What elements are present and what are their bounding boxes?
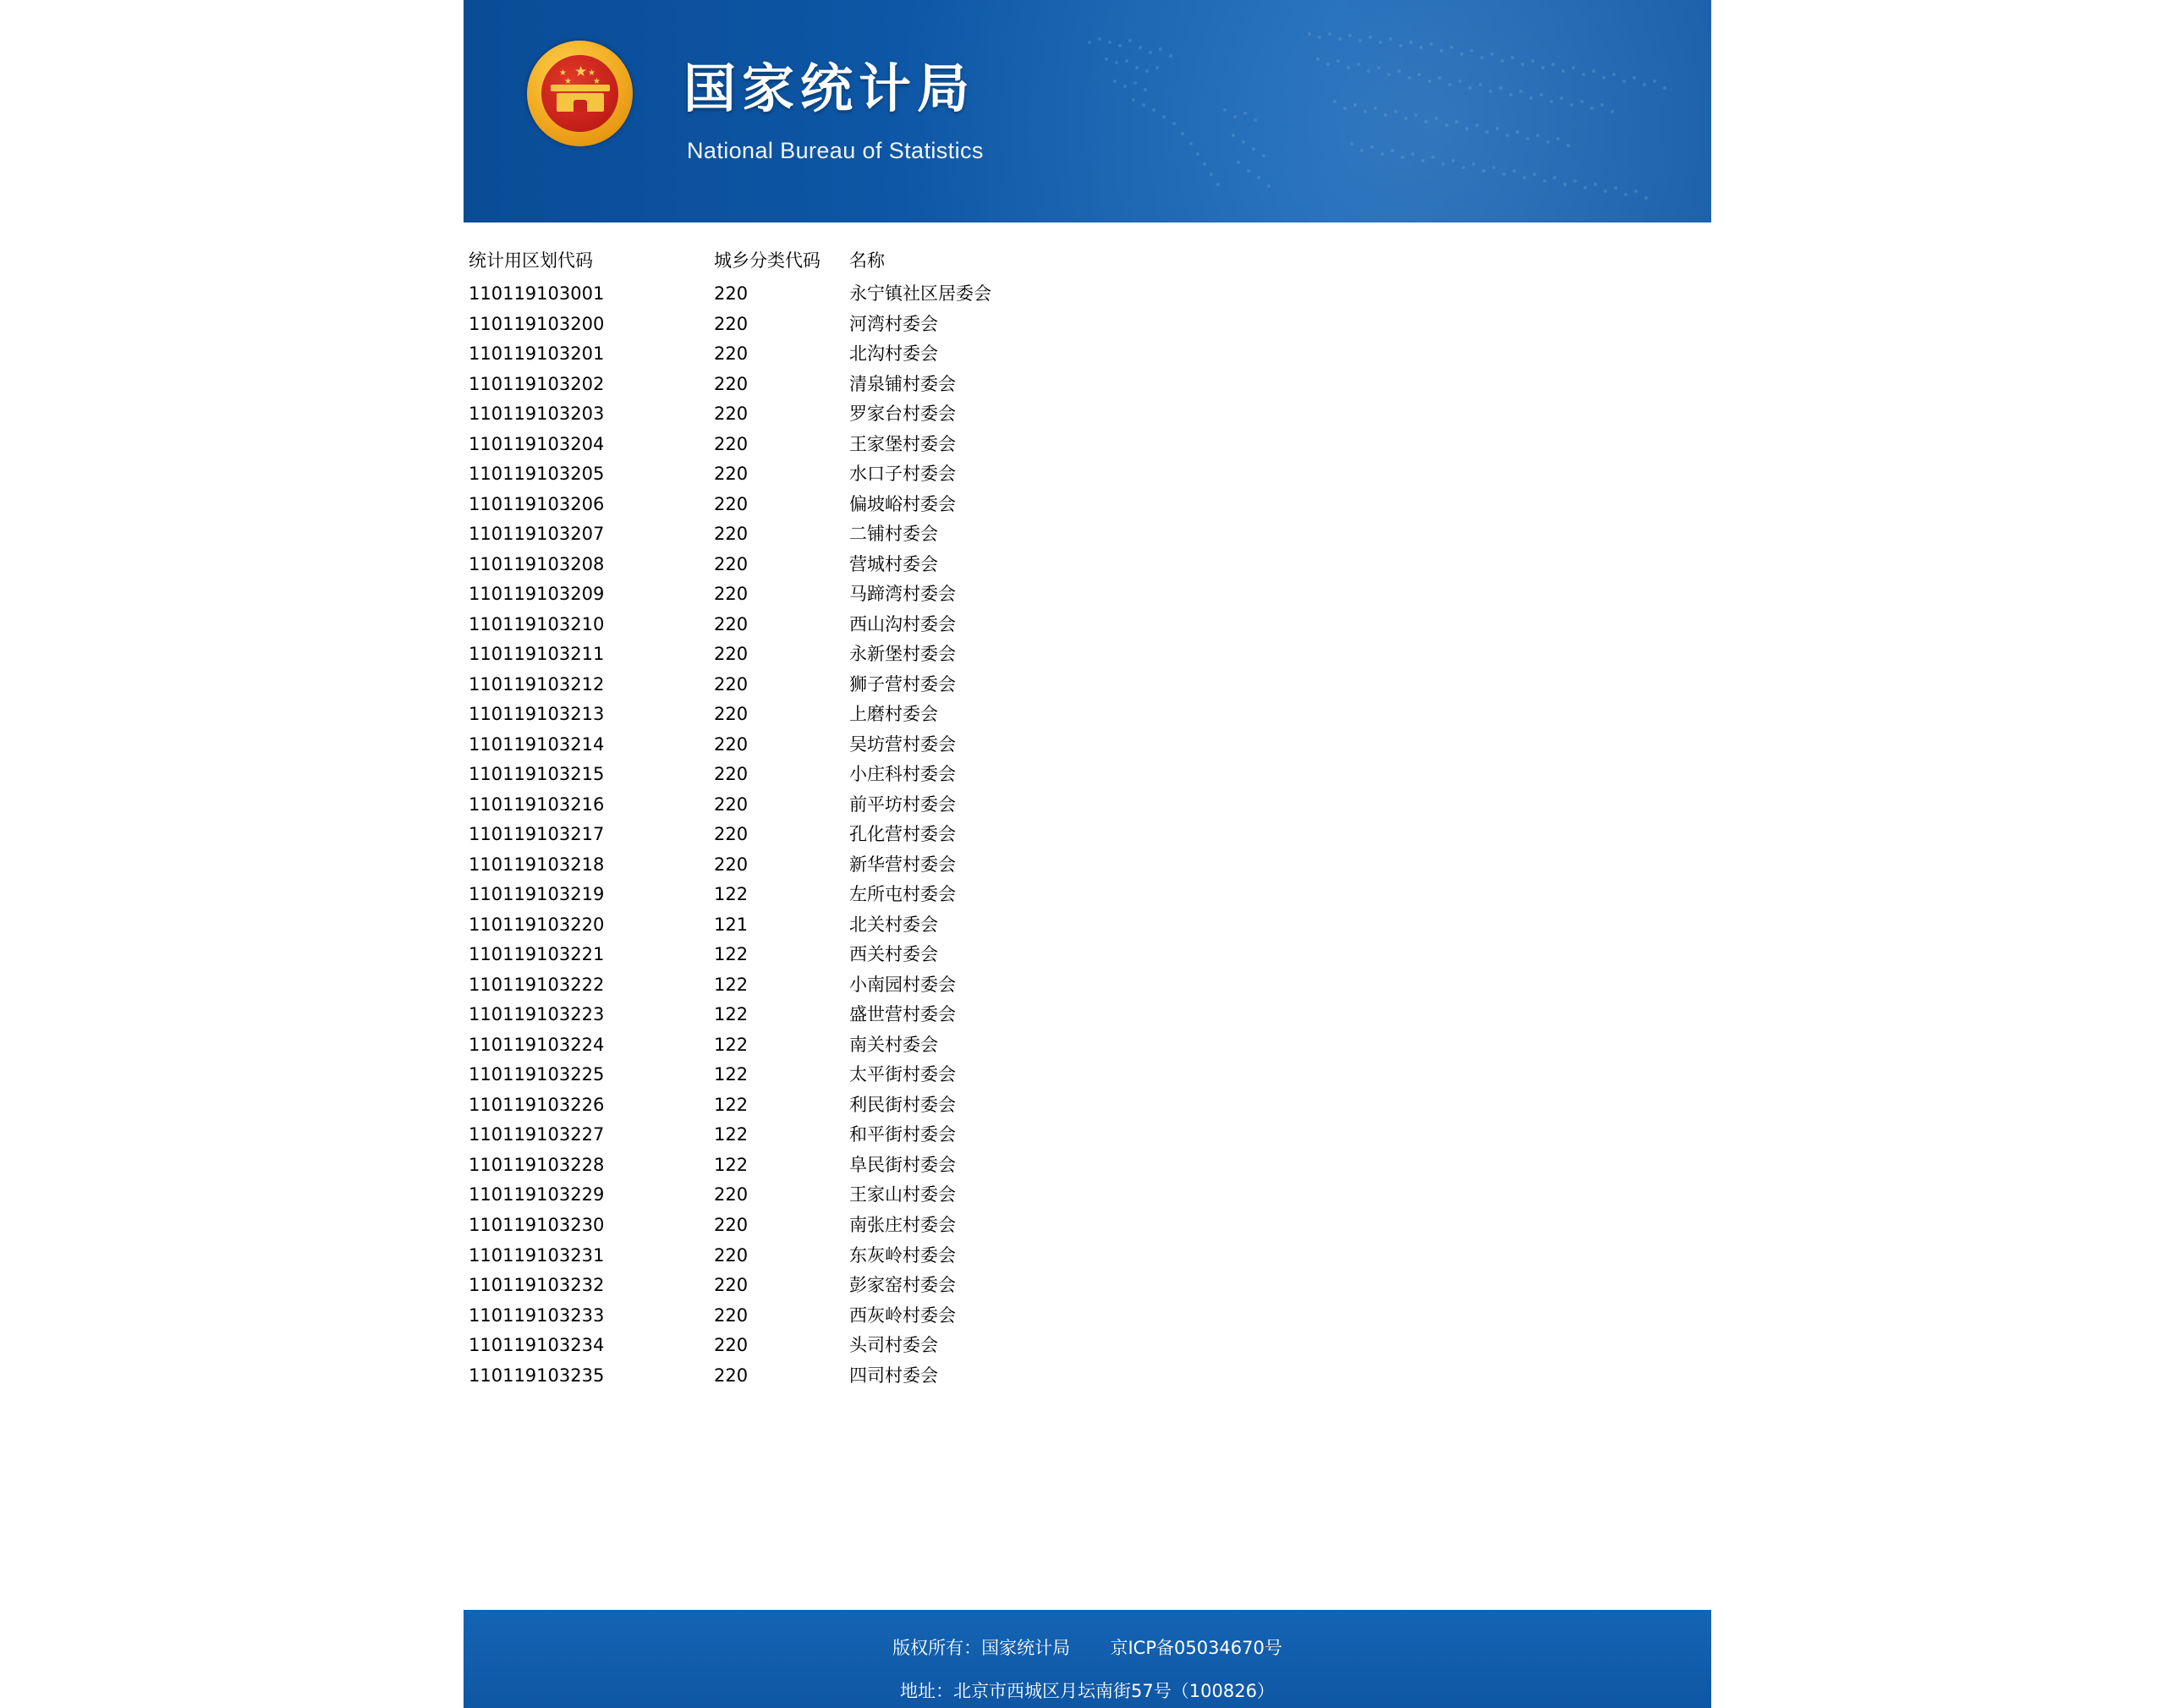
cell-urban-rural-code: 220 xyxy=(714,283,749,304)
cell-name: 永新堡村委会 xyxy=(849,644,956,665)
cell-division-code: 110119103228 xyxy=(469,1154,605,1175)
table-row xyxy=(464,1211,1357,1241)
cell-name: 狮子营村委会 xyxy=(849,673,956,695)
cell-name: 左所屯村委会 xyxy=(849,884,956,905)
cell-division-code: 110119103224 xyxy=(469,1034,605,1055)
table-row xyxy=(464,490,1357,520)
cell-name: 小南园村委会 xyxy=(849,974,956,995)
cell-division-code: 110119103207 xyxy=(469,524,605,545)
cell-urban-rural-code: 220 xyxy=(714,704,749,725)
cell-urban-rural-code: 220 xyxy=(714,854,749,875)
table-row xyxy=(464,459,1357,490)
cell-name: 小庄科村委会 xyxy=(849,764,956,785)
table-row xyxy=(464,1060,1357,1090)
cell-division-code: 110119103209 xyxy=(469,584,605,605)
cell-division-code: 110119103225 xyxy=(469,1064,605,1085)
table-row xyxy=(464,1331,1357,1361)
cell-urban-rural-code: 220 xyxy=(714,524,749,545)
table-row xyxy=(464,279,1357,310)
table-row xyxy=(464,910,1357,941)
cell-division-code: 110119103212 xyxy=(469,673,605,695)
cell-division-code: 110119103208 xyxy=(469,553,605,574)
table-row xyxy=(464,310,1357,340)
cell-name: 二铺村委会 xyxy=(849,524,938,545)
column-header-code: 统计用区划代码 xyxy=(469,250,593,271)
cell-urban-rural-code: 220 xyxy=(714,1275,749,1296)
table-row xyxy=(464,1241,1357,1271)
table-row xyxy=(464,430,1357,460)
table-row xyxy=(464,519,1357,550)
table-row xyxy=(464,670,1357,700)
table-row xyxy=(464,820,1357,850)
cell-urban-rural-code: 122 xyxy=(714,974,749,995)
cell-urban-rural-code: 220 xyxy=(714,1214,749,1235)
cell-urban-rural-code: 220 xyxy=(714,584,749,605)
table-row xyxy=(464,850,1357,881)
table-row xyxy=(464,640,1357,670)
table-body xyxy=(464,279,1357,1391)
cell-division-code: 110119103221 xyxy=(469,944,605,965)
cell-name: 西关村委会 xyxy=(849,944,938,965)
cell-name: 彭家窑村委会 xyxy=(849,1275,956,1296)
cell-name: 阜民街村委会 xyxy=(849,1154,956,1175)
cell-division-code: 110119103213 xyxy=(469,704,605,725)
cell-urban-rural-code: 122 xyxy=(714,1094,749,1115)
table-row xyxy=(464,399,1357,430)
cell-urban-rural-code: 220 xyxy=(714,644,749,665)
cell-division-code: 110119103229 xyxy=(469,1184,605,1205)
cell-name: 西灰岭村委会 xyxy=(849,1304,956,1326)
table-row xyxy=(464,1361,1357,1392)
footer-icp[interactable]: 京ICP备05034670号 xyxy=(1110,1638,1282,1658)
cell-division-code: 110119103201 xyxy=(469,343,605,365)
table-row xyxy=(464,1030,1357,1061)
cell-division-code: 110119103214 xyxy=(469,733,605,755)
cell-division-code: 110119103206 xyxy=(469,493,605,514)
site-title: 国家统计局 xyxy=(683,58,976,119)
site-header-banner xyxy=(464,0,1711,222)
cell-urban-rural-code: 121 xyxy=(714,914,749,935)
cell-division-code: 110119103222 xyxy=(469,974,605,995)
cell-division-code: 110119103216 xyxy=(469,794,605,815)
cell-division-code: 110119103227 xyxy=(469,1124,605,1145)
cell-division-code: 110119103226 xyxy=(469,1094,605,1115)
cell-name: 营城村委会 xyxy=(849,553,938,574)
cell-name: 南关村委会 xyxy=(849,1034,938,1055)
table-row xyxy=(464,1120,1357,1151)
table-row xyxy=(464,760,1357,790)
main-content xyxy=(464,222,1711,1391)
site-footer xyxy=(464,1610,1711,1708)
table-row xyxy=(464,1301,1357,1332)
cell-urban-rural-code: 122 xyxy=(714,1034,749,1055)
cell-name: 偏坡峪村委会 xyxy=(849,493,956,514)
cell-urban-rural-code: 220 xyxy=(714,373,749,394)
cell-division-code: 110119103203 xyxy=(469,404,605,425)
table-row xyxy=(464,1151,1357,1181)
cell-urban-rural-code: 220 xyxy=(714,1184,749,1205)
table-row xyxy=(464,370,1357,400)
table-row xyxy=(464,579,1357,610)
footer-copyright-line xyxy=(464,1634,1711,1660)
cell-urban-rural-code: 220 xyxy=(714,313,749,334)
table-row xyxy=(464,700,1357,730)
cell-urban-rural-code: 122 xyxy=(714,884,749,905)
cell-urban-rural-code: 220 xyxy=(714,764,749,785)
cell-division-code: 110119103232 xyxy=(469,1275,605,1296)
footer-address: 地址：北京市西城区月坛南街57号（100826） xyxy=(900,1681,1275,1701)
cell-name: 永宁镇社区居委会 xyxy=(849,283,991,304)
cell-name: 南张庄村委会 xyxy=(849,1214,956,1235)
division-code-table xyxy=(464,244,1357,1391)
footer-copyright: 版权所有：国家统计局 xyxy=(892,1638,1071,1658)
cell-urban-rural-code: 220 xyxy=(714,493,749,514)
cell-urban-rural-code: 122 xyxy=(714,1154,749,1175)
cell-urban-rural-code: 122 xyxy=(714,1004,749,1025)
cell-urban-rural-code: 220 xyxy=(714,1365,749,1386)
cell-name: 东灰岭村委会 xyxy=(849,1244,956,1266)
cell-urban-rural-code: 220 xyxy=(714,433,749,454)
cell-name: 太平街村委会 xyxy=(849,1064,956,1085)
table-header-row xyxy=(464,244,1357,279)
cell-name: 新华营村委会 xyxy=(849,854,956,875)
cell-division-code: 110119103202 xyxy=(469,373,605,394)
cell-urban-rural-code: 220 xyxy=(714,343,749,365)
cell-name: 清泉铺村委会 xyxy=(849,373,956,394)
cell-division-code: 110119103204 xyxy=(469,433,605,454)
cell-name: 北关村委会 xyxy=(849,914,938,935)
cell-name: 头司村委会 xyxy=(849,1335,938,1356)
cell-division-code: 110119103217 xyxy=(469,824,605,845)
cell-division-code: 110119103215 xyxy=(469,764,605,785)
column-header-name: 名称 xyxy=(849,250,885,271)
cell-urban-rural-code: 220 xyxy=(714,1244,749,1266)
cell-urban-rural-code: 220 xyxy=(714,1304,749,1326)
cell-urban-rural-code: 220 xyxy=(714,733,749,755)
table-row xyxy=(464,1000,1357,1030)
cell-name: 盛世营村委会 xyxy=(849,1004,956,1025)
table-row xyxy=(464,880,1357,910)
cell-division-code: 110119103235 xyxy=(469,1365,605,1386)
world-map-dots-decoration xyxy=(1056,8,1711,220)
cell-division-code: 110119103230 xyxy=(469,1214,605,1235)
cell-name: 上磨村委会 xyxy=(849,704,938,725)
cell-division-code: 110119103205 xyxy=(469,464,605,485)
table-row xyxy=(464,730,1357,761)
cell-division-code: 110119103231 xyxy=(469,1244,605,1266)
table-row xyxy=(464,1271,1357,1301)
cell-urban-rural-code: 122 xyxy=(714,944,749,965)
cell-division-code: 110119103211 xyxy=(469,644,605,665)
cell-division-code: 110119103200 xyxy=(469,313,605,334)
cell-division-code: 110119103220 xyxy=(469,914,605,935)
cell-name: 北沟村委会 xyxy=(849,343,938,365)
cell-division-code: 110119103234 xyxy=(469,1335,605,1356)
cell-division-code: 110119103219 xyxy=(469,884,605,905)
cell-urban-rural-code: 220 xyxy=(714,464,749,485)
cell-urban-rural-code: 220 xyxy=(714,794,749,815)
cell-name: 水口子村委会 xyxy=(849,464,956,485)
cell-urban-rural-code: 220 xyxy=(714,1335,749,1356)
cell-division-code: 110119103233 xyxy=(469,1304,605,1326)
cell-name: 罗家台村委会 xyxy=(849,404,956,425)
national-emblem-icon: ★ ★ ★ ★ ★ xyxy=(527,41,633,146)
cell-urban-rural-code: 220 xyxy=(714,613,749,634)
table-row xyxy=(464,610,1357,640)
table-row xyxy=(464,550,1357,580)
cell-name: 吴坊营村委会 xyxy=(849,733,956,755)
cell-name: 四司村委会 xyxy=(849,1365,938,1386)
site-subtitle: National Bureau of Statistics xyxy=(687,138,984,163)
table-row xyxy=(464,970,1357,1001)
table-row xyxy=(464,790,1357,821)
table-row xyxy=(464,1180,1357,1211)
cell-urban-rural-code: 220 xyxy=(714,673,749,695)
column-header-urban-rural: 城乡分类代码 xyxy=(714,250,821,271)
cell-name: 西山沟村委会 xyxy=(849,613,956,634)
cell-division-code: 110119103218 xyxy=(469,854,605,875)
table-row xyxy=(464,940,1357,970)
cell-name: 王家堡村委会 xyxy=(849,433,956,454)
table-row xyxy=(464,339,1357,370)
cell-name: 前平坊村委会 xyxy=(849,794,956,815)
cell-name: 孔化营村委会 xyxy=(849,824,956,845)
cell-urban-rural-code: 220 xyxy=(714,824,749,845)
cell-urban-rural-code: 220 xyxy=(714,553,749,574)
table-row xyxy=(464,1090,1357,1121)
cell-name: 王家山村委会 xyxy=(849,1184,956,1205)
cell-name: 利民街村委会 xyxy=(849,1094,956,1115)
cell-name: 河湾村委会 xyxy=(849,313,938,334)
cell-division-code: 110119103210 xyxy=(469,613,605,634)
cell-division-code: 110119103223 xyxy=(469,1004,605,1025)
cell-urban-rural-code: 122 xyxy=(714,1064,749,1085)
cell-name: 马蹄湾村委会 xyxy=(849,584,956,605)
cell-division-code: 110119103001 xyxy=(469,283,605,304)
cell-urban-rural-code: 122 xyxy=(714,1124,749,1145)
cell-urban-rural-code: 220 xyxy=(714,404,749,425)
cell-name: 和平街村委会 xyxy=(849,1124,956,1145)
